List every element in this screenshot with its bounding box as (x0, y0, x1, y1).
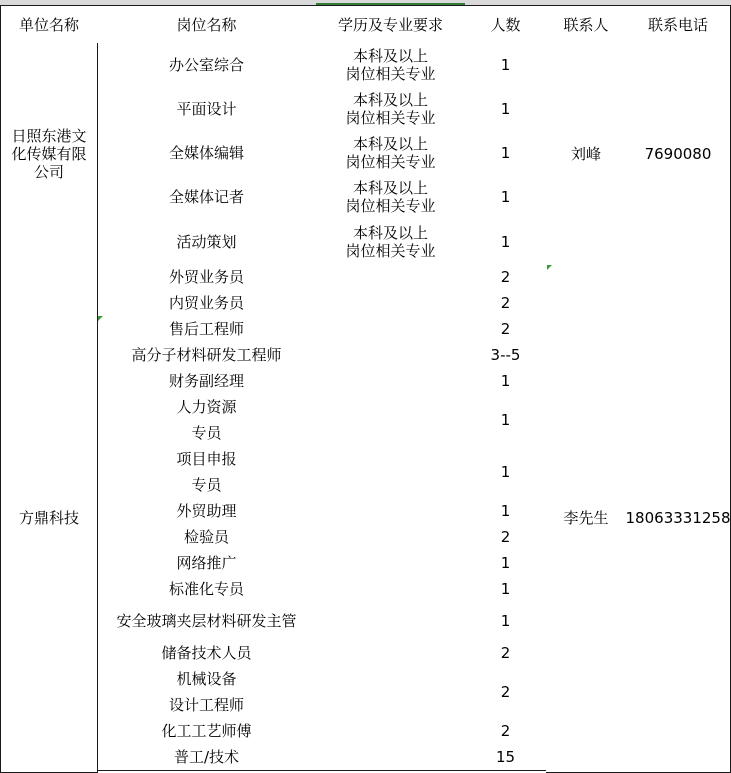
company1-name[interactable] (0, 43, 98, 265)
table-row-education[interactable] (316, 692, 466, 719)
table-row-education[interactable] (316, 131, 466, 176)
education-line: 岗位相关专业 (345, 242, 436, 260)
cell-marker (547, 265, 552, 270)
header-education[interactable]: 学历及专业要求 (316, 5, 466, 44)
table-row-count[interactable]: 1 (465, 576, 547, 603)
table-row-count[interactable]: 1 (465, 131, 547, 176)
company2-contact[interactable]: 李先生 (546, 264, 627, 773)
table-row-position[interactable]: 平面设计 (97, 87, 317, 132)
table-row-education[interactable] (316, 43, 466, 88)
cell-marker (98, 316, 103, 321)
header-phone[interactable]: 联系电话 (626, 5, 731, 44)
table-row-count[interactable]: 1 (465, 394, 547, 447)
table-row-count[interactable]: 2 (465, 316, 547, 343)
table-row-position[interactable]: 外贸业务员 (97, 264, 317, 291)
table-row-position[interactable]: 内贸业务员 (97, 290, 317, 317)
table-row-education[interactable] (316, 718, 466, 745)
education-line: 本科及以上 (352, 47, 428, 65)
table-row-education[interactable] (316, 87, 466, 132)
table-row-education[interactable] (316, 264, 466, 291)
table-row-count[interactable]: 2 (465, 666, 547, 719)
table-row-count[interactable]: 2 (465, 290, 547, 317)
table-row-count[interactable]: 1 (465, 446, 547, 499)
education-line: 本科及以上 (352, 179, 428, 197)
table-row-count[interactable]: 3--5 (465, 342, 547, 369)
table-row-count[interactable]: 2 (465, 640, 547, 667)
table-row-count[interactable]: 15 (465, 744, 547, 771)
company2-name[interactable]: 方鼎科技 (0, 264, 98, 773)
table-row-position[interactable]: 标准化专员 (97, 576, 317, 603)
table-row-count[interactable]: 1 (465, 602, 547, 641)
education-line: 本科及以上 (352, 91, 428, 109)
table-row-position[interactable]: 全媒体记者 (97, 175, 317, 220)
table-row-position[interactable]: 售后工程师 (97, 316, 317, 343)
education-line: 岗位相关专业 (345, 109, 436, 127)
table-row-education[interactable] (316, 219, 466, 266)
company2-phone[interactable]: 18063331258 (626, 264, 731, 773)
table-row-position[interactable]: 外贸助理 (97, 498, 317, 525)
table-row-education[interactable] (316, 290, 466, 317)
table-row-count[interactable]: 1 (465, 368, 547, 395)
table-row-education[interactable] (316, 524, 466, 551)
table-row-education[interactable] (316, 394, 466, 421)
header-contact[interactable]: 联系人 (546, 5, 627, 44)
table-row-education[interactable] (316, 498, 466, 525)
table-row-count[interactable]: 1 (465, 175, 547, 220)
education-line: 岗位相关专业 (345, 153, 436, 171)
education-line: 本科及以上 (352, 135, 428, 153)
education-line: 岗位相关专业 (345, 65, 436, 83)
education-line: 本科及以上 (352, 224, 428, 242)
table-row-position[interactable]: 专员 (97, 420, 317, 447)
header-count[interactable]: 人数 (465, 5, 547, 44)
table-row-position[interactable]: 普工/技术 (97, 744, 317, 771)
company1-name-line: 日照东港文 (11, 126, 87, 145)
company1-name-line: 公司 (33, 162, 64, 181)
table-row-position[interactable]: 安全玻璃夹层材料研发主管 (97, 602, 317, 641)
education-line: 岗位相关专业 (345, 197, 436, 215)
table-row-position[interactable]: 全媒体编辑 (97, 131, 317, 176)
table-row-education[interactable] (316, 446, 466, 473)
table-row-position[interactable]: 专员 (97, 472, 317, 499)
header-unit[interactable]: 单位名称 (0, 5, 98, 44)
table-row-position[interactable]: 财务副经理 (97, 368, 317, 395)
header-position[interactable]: 岗位名称 (97, 5, 317, 44)
table-row-count[interactable]: 2 (465, 524, 547, 551)
table-row-count[interactable]: 1 (465, 550, 547, 577)
table-row-education[interactable] (316, 744, 466, 771)
table-row-position[interactable]: 人力资源 (97, 394, 317, 421)
table-row-position[interactable]: 网络推广 (97, 550, 317, 577)
table-row-education[interactable] (316, 472, 466, 499)
table-row-position[interactable]: 检验员 (97, 524, 317, 551)
table-row-education[interactable] (316, 175, 466, 220)
table-row-position[interactable]: 项目申报 (97, 446, 317, 473)
table-row-education[interactable] (316, 550, 466, 577)
company1-phone[interactable]: 7690080 (626, 43, 731, 265)
company1-contact[interactable]: 刘峰 (546, 43, 627, 265)
table-row-count[interactable]: 1 (465, 219, 547, 266)
table-row-education[interactable] (316, 316, 466, 343)
table-row-position[interactable]: 化工工艺师傅 (97, 718, 317, 745)
table-row-education[interactable] (316, 602, 466, 641)
table-row-position[interactable]: 办公室综合 (97, 43, 317, 88)
table-row-count[interactable]: 2 (465, 264, 547, 291)
table-row-education[interactable] (316, 420, 466, 447)
table-row-count[interactable]: 1 (465, 87, 547, 132)
table-row-count[interactable]: 1 (465, 498, 547, 525)
table-row-count[interactable]: 1 (465, 43, 547, 88)
table-row-education[interactable] (316, 576, 466, 603)
table-row-position[interactable]: 设计工程师 (97, 692, 317, 719)
table-row-position[interactable]: 储备技术人员 (97, 640, 317, 667)
table-row-position[interactable]: 高分子材料研发工程师 (97, 342, 317, 369)
table-row-education[interactable] (316, 368, 466, 395)
table-row-position[interactable]: 活动策划 (97, 219, 317, 266)
table-row-count[interactable]: 2 (465, 718, 547, 745)
table-row-education[interactable] (316, 666, 466, 693)
table-row-education[interactable] (316, 342, 466, 369)
company1-name-line: 化传媒有限 (11, 144, 87, 163)
table-row-position[interactable]: 机械设备 (97, 666, 317, 693)
table-row-education[interactable] (316, 640, 466, 667)
